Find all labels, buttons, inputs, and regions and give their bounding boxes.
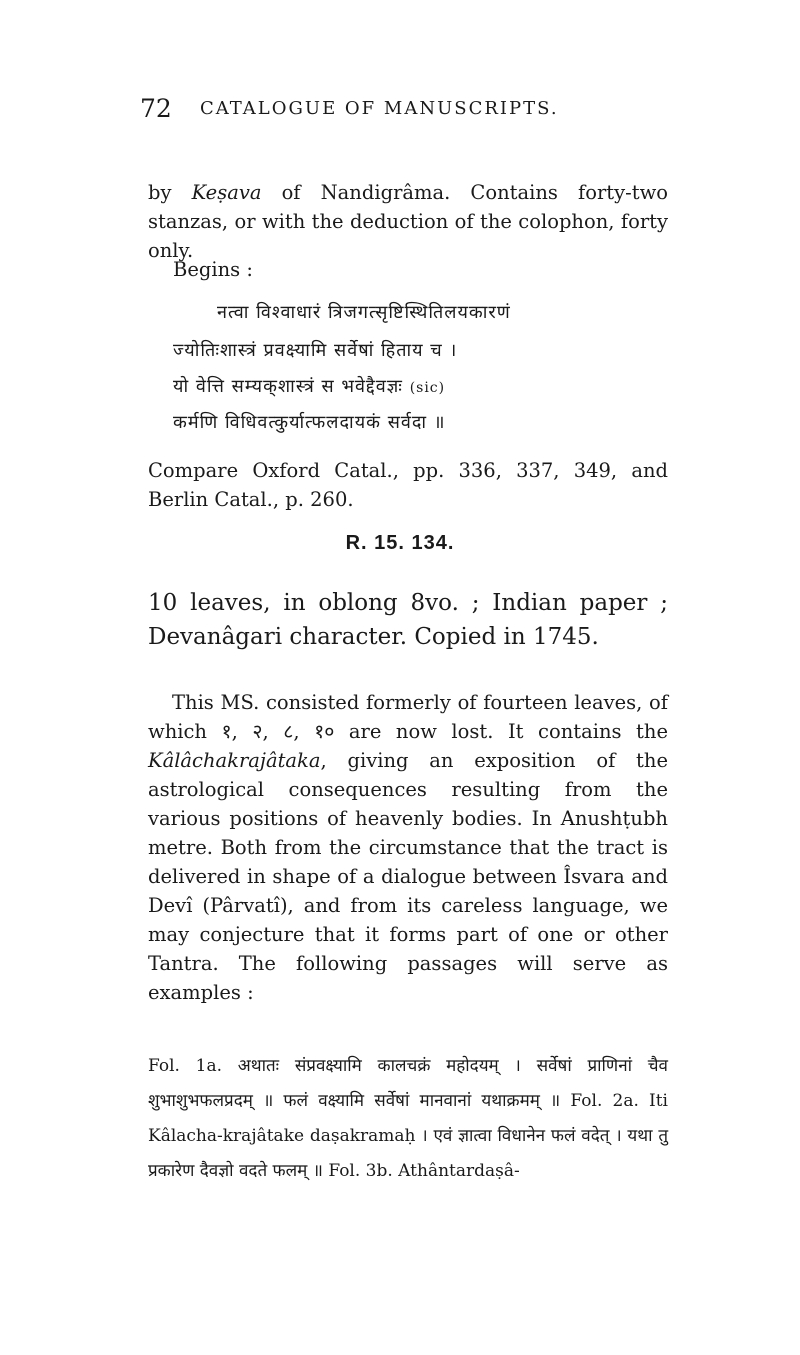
running-head: CATALOGUE OF MANUSCRIPTS. <box>200 98 559 119</box>
description-text: 10 leaves, in oblong 8vo. ; Indian paper ; Devanâgari character. Copied in 1745. <box>148 590 668 650</box>
intro-lead: by <box>148 181 192 204</box>
intro-author: Keṣava <box>191 181 262 204</box>
body-text-a: This MS. consisted formerly of fourteen leaves, of which <box>148 691 668 743</box>
folio-1a-label: Fol. 1a. <box>148 1056 223 1076</box>
body-text-b: , giving an exposition of the astrological consequences resulting from the various positions of heavenly bodies. In Anushṭubh metre. Both from the circumstance that the tract is delivered in shape of a dialogue between Îsvara and Devî (Pârvatî), and from its careless language, we may conjecture that it forms part of one or other Tantra. The following passages will serve as examples : <box>148 749 668 1004</box>
missing-leaves: १, २, ८, १० are now lost. It contains the <box>221 720 668 743</box>
folio-2a-label: Fol. 2a. Iti Kâlacha-krajâtake daṣakramaḥ <box>148 1091 668 1146</box>
sanskrit-begins-line-3 <box>173 374 445 398</box>
intro-text: of Nandigrâma. Contains forty-two stanzas, or with the deduction of the colophon, forty only. <box>148 181 669 262</box>
work-title: Kâlâchakrajâtaka <box>148 749 321 772</box>
sic-note: (sic) <box>409 380 446 396</box>
folio-2a-text: । एवं ज्ञात्वा विधानेन फलं वदेत् । <box>421 1126 622 1146</box>
intro-paragraph <box>148 178 668 265</box>
compare-paragraph <box>148 456 668 514</box>
page-header <box>140 94 680 124</box>
manuscript-shelfmark: R. 15. 134. <box>345 532 455 554</box>
sanskrit-begins-line-1: नत्वा विश्वाधारं त्रिजगत्सृष्टिस्थितिलयकारणं <box>217 302 511 323</box>
page-number: 72 <box>140 94 172 123</box>
sanskrit-begins-line-3-text: यो वेत्ति सम्यक्‌शास्त्रं स भवेद्दैवज्ञः <box>173 376 403 397</box>
body-paragraph <box>148 688 668 1007</box>
compare-text: Compare Oxford Catal., pp. 336, 337, 349, and Berlin Catal., p. 260. <box>148 459 668 511</box>
folio-examples <box>148 1049 668 1189</box>
sanskrit-begins-line-4: कर्मणि विधिवत्कुर्यात्फलदायकं सर्वदा ॥ <box>173 412 446 433</box>
folio-3b-label: Fol. 3b. Athântardaṣâ- <box>328 1161 520 1181</box>
begins-label: Begins : <box>173 258 253 281</box>
sanskrit-begins-line-2: ज्योतिःशास्त्रं प्रवक्ष्यामि सर्वेषां हिताय च । <box>173 340 458 361</box>
folio-1a-tail: फलं वक्ष्यामि सर्वेषां मानवानां यथाक्रमम् ॥ <box>283 1091 561 1111</box>
folio-3-text: यथा तु प्रकारेण दैवज्ञो वदते फलम् ॥ <box>148 1126 669 1181</box>
description-paragraph <box>148 586 668 654</box>
folio-1a-text: अथातः संप्रवक्ष्यामि कालचक्रं महोदयम् । सर्वेषां प्राणिनां चैव शुभाशुभफलप्रदम् ॥ <box>148 1056 669 1111</box>
